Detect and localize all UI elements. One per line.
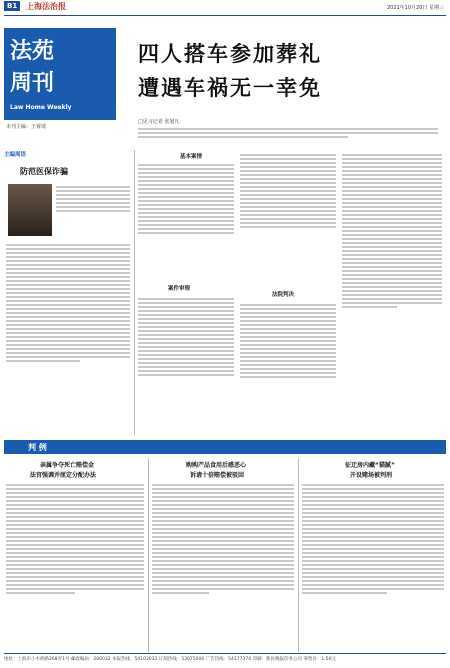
bottom-article-1-text — [6, 482, 144, 652]
editor-photo — [8, 184, 52, 236]
headline-line-1: 四人搭车参加葬礼 — [138, 41, 322, 66]
page-number: B1 — [4, 1, 20, 11]
column-title: 防范医保诈骗 — [20, 167, 68, 176]
bottom-divider-2 — [298, 458, 299, 652]
footer-rule — [4, 653, 446, 654]
bottom-article-3-title-1: 征迁房内藏“猫腻” — [345, 462, 395, 469]
issue-date: 2021年10月20日 星期三 — [386, 5, 444, 11]
section-heading-1: 基本案情 — [180, 154, 203, 160]
bottom-article-1-title-2: 法官强调并厘定分配办法 — [30, 472, 97, 479]
newspaper-name: 上海法治报 — [26, 1, 66, 11]
column-text — [6, 242, 130, 434]
article-lede — [138, 126, 438, 148]
article-col-3 — [342, 152, 442, 434]
byline: □见习记者 张旭凡 — [138, 119, 180, 125]
section-heading-3: 法院判决 — [272, 292, 295, 298]
masthead-title-2: 周刊 — [10, 70, 55, 96]
masthead-logo — [4, 28, 116, 120]
article-col-2a — [240, 152, 336, 282]
headline-line-2: 遭遇车祸无一幸免 — [138, 75, 322, 100]
chief-editor: 本刊主编：王睿琦 — [6, 124, 47, 130]
section-banner — [4, 440, 446, 454]
article-col-1b — [138, 296, 234, 434]
bottom-article-2-text — [152, 482, 294, 652]
page-header — [0, 0, 450, 14]
column-label: 主编周语 — [4, 152, 27, 158]
bottom-article-2-title-1: 购购产品食用后感恶心 — [186, 462, 247, 469]
bottom-article-3-text — [302, 482, 444, 652]
bottom-article-2-title-2: 诉请十倍赔偿被驳回 — [190, 472, 245, 479]
article-col-1a — [138, 162, 234, 282]
footer-info: 地址：上海市小木桥路268弄1号 邮政编码：200032 本报热线：54103032 订阅热线：53075000 广告热线：54177374 印刷：新民晚报印务公司 零售价：1.50元 — [4, 657, 336, 662]
header-rule — [4, 15, 446, 16]
article-col-2b — [240, 302, 336, 434]
masthead-title-1: 法苑 — [10, 38, 55, 64]
bottom-article-1-title-1: 亲属争夺死亡赔偿金 — [40, 462, 95, 469]
bottom-article-3-title-2: 开设赌场被判刑 — [350, 472, 393, 479]
column-text-top — [56, 184, 130, 240]
column-divider — [134, 150, 135, 435]
section-label: 判 例 — [28, 443, 47, 452]
section-heading-2: 案件审理 — [168, 286, 191, 292]
bottom-divider-1 — [148, 458, 149, 652]
masthead-english: Law Home Weekly — [10, 104, 72, 111]
